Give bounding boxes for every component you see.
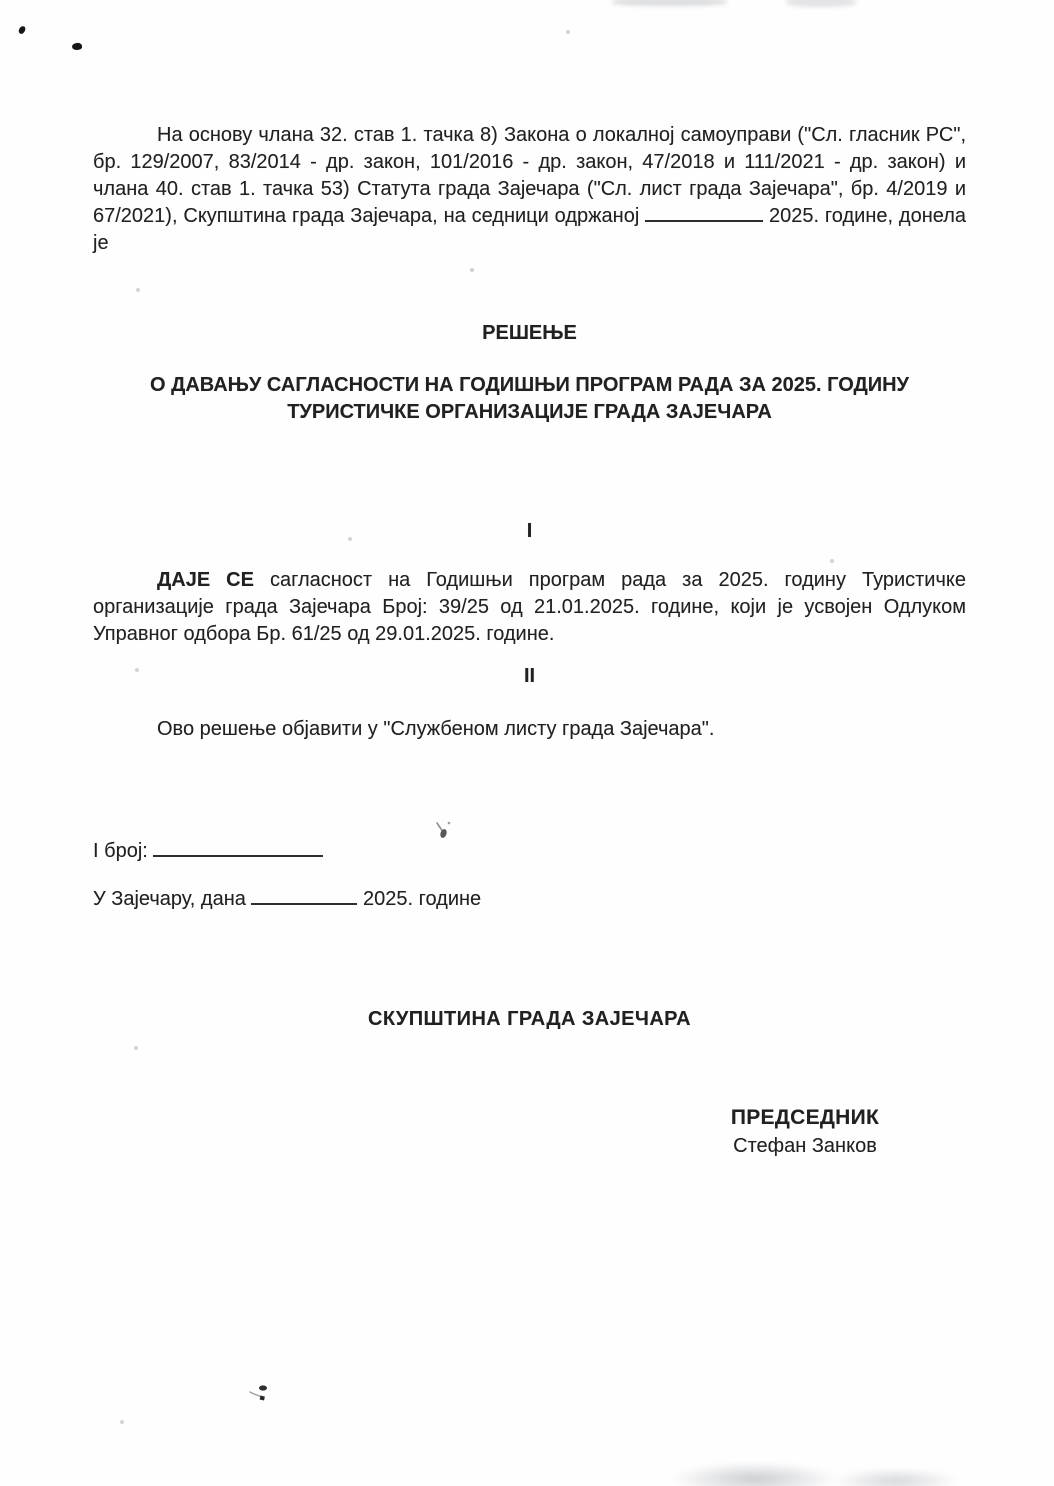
case-number-blank-line [153, 853, 323, 857]
scan-smudge [612, 0, 727, 6]
signature-title: ПРЕДСЕДНИК [730, 1106, 880, 1129]
section-2-paragraph: Ово решење објавити у "Службеном листу града Зајечара". [157, 718, 715, 740]
section-1-numeral: I [526, 520, 533, 542]
ink-speck [18, 25, 26, 34]
document-heading: РЕШЕЊЕ [482, 322, 577, 344]
scan-dot [120, 1420, 124, 1424]
signature-block [640, 1104, 970, 1160]
subject-line-1: О ДАВАЊУ САГЛАСНОСТИ НА ГОДИШЊИ ПРОГРАМ РАДА ЗА 2025. ГОДИНУ [149, 374, 909, 396]
signature-name: Стефан Занков [733, 1135, 877, 1157]
issuer-name: СКУПШТИНА ГРАДА ЗАЈЕЧАРА [367, 1008, 691, 1030]
section-2-numeral: II [523, 665, 536, 687]
handwritten-tick-mark [434, 818, 454, 840]
case-number-label: I број: [93, 840, 148, 862]
scan-smudge [830, 1468, 960, 1486]
section-1-paragraph [93, 567, 966, 648]
scan-dot [470, 268, 474, 272]
intro-text-before-blank: На основу члана 32. став 1. тачка 8) Закона о локалној самоуправи ("Сл. гласник РС", бр. 129/2007, 83/2014 - др. закон, 101/2016 - др. закон, 47/2018 и 111/2021 - др. закон) и члана 40. став 1. тачка 53) Статута града Зајечара ("Сл. лист града Зајечара", бр. 4/2019 и 67/2021), Скупштина града Зајечара, на седници одржаној [93, 124, 966, 227]
place-date-text-after-blank: 2025. године [363, 888, 482, 910]
intro-paragraph [93, 122, 966, 257]
scan-dot [830, 559, 834, 563]
place-date-line [93, 886, 966, 913]
scan-smudge [786, 0, 856, 7]
ink-speck [72, 42, 83, 50]
scan-smudge [670, 1462, 840, 1486]
scan-dot [136, 288, 140, 292]
document-subject [93, 372, 966, 426]
section-1-text: сагласност на Годишњи програм рада за 2025. годину Туристичке организације града Зајечара Број: 39/25 од 21.01.2025. године, који је усвојен Одлуком Управног одбора Бр. 61/25 од 29.01.2025. године. [93, 569, 966, 645]
scan-dot [134, 1046, 138, 1050]
case-number-line [93, 838, 966, 865]
subject-line-2: ТУРИСТИЧКЕ ОРГАНИЗАЦИЈЕ ГРАДА ЗАЈЕЧАРА [287, 401, 772, 423]
scan-dot [566, 30, 570, 34]
intro-text-after-blank: 2025. године, донела је [93, 205, 966, 254]
section-1-lead: ДАЈЕ СЕ [157, 569, 254, 591]
session-date-blank-line [645, 218, 763, 222]
date-blank-line [251, 901, 357, 905]
handwritten-squiggle-mark [246, 1380, 274, 1404]
place-date-text-before-blank: У Зајечару, дана [93, 888, 246, 910]
